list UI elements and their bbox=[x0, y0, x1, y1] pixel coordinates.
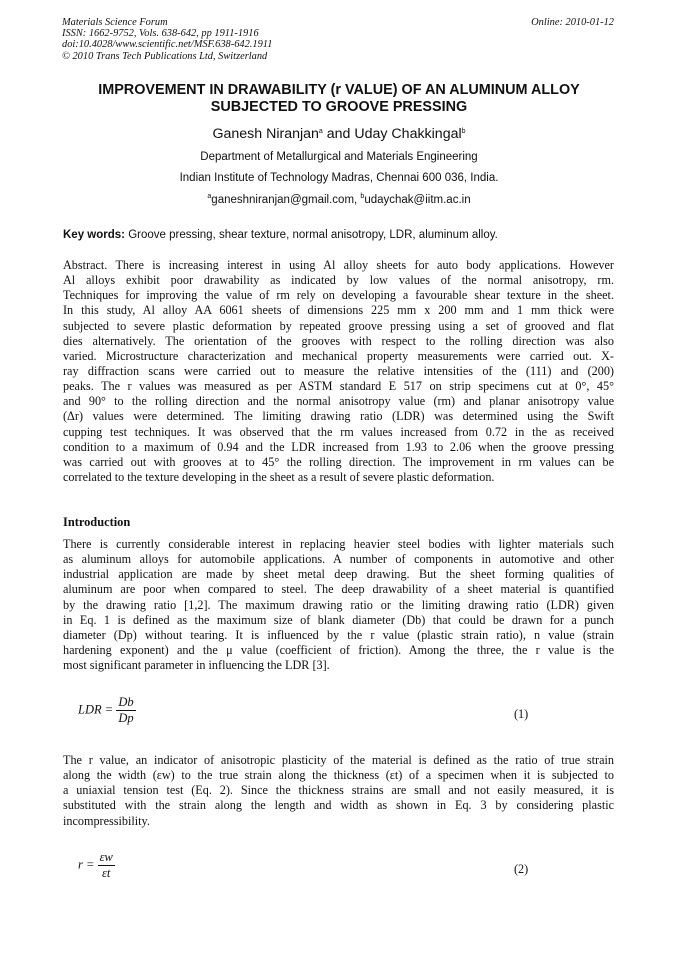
abstract-line: correlated to the texture developing in the sheet as a result of severe plastic deformation. bbox=[63, 469, 495, 484]
abstract-line: was carried out with grooves at to 45° the rolling direction. The improvement in rm values can be bbox=[63, 454, 614, 469]
eq2-fraction bbox=[98, 850, 115, 881]
eq2-numerator: εw bbox=[99, 850, 113, 864]
journal-name: Materials Science Forum bbox=[62, 17, 168, 28]
abstract-line: and 90° to the rolling direction and the normal anisotropy value (rm) and planar anisotropy value bbox=[63, 394, 614, 409]
email-b: udaychak@iitm.ac.in bbox=[364, 194, 471, 206]
eq1-denominator: Dp bbox=[118, 711, 134, 725]
equation-number: (2) bbox=[514, 862, 529, 876]
affiliation-dept: Department of Metallurgical and Materials Engineering bbox=[200, 151, 478, 163]
intro-line: industrial application are made by sheet metal deep drawing. But the sheet forming qualities of bbox=[63, 567, 614, 582]
author-name: Uday Chakkingal bbox=[354, 126, 462, 142]
section-heading: Introduction bbox=[63, 515, 131, 529]
intro-line: in Eq. 1 is defined as the maximum size of blank diameter (Db) that could be drawn for a punch bbox=[63, 612, 614, 627]
author-separator: and bbox=[322, 126, 355, 142]
rvalue-line: The r value, an indicator of anisotropic plasticity of the material is defined as the ratio of true strain bbox=[63, 753, 614, 767]
equation-number: (1) bbox=[514, 707, 529, 721]
abstract-line: ray diffraction scans were carried out to measure the relative intensities of the (111) and (200) bbox=[63, 363, 614, 378]
abstract bbox=[63, 258, 614, 485]
abstract-line: varied. Microstructure characterization and mechanical property measurements were carried out. X- bbox=[63, 348, 614, 363]
abstract-line: dies alternatively. The orientation of the grooves with respect to the rolling direction was also bbox=[63, 333, 614, 348]
intro-line: There is currently considerable interest in replacing heavier steel bodies with lighter materials such bbox=[63, 537, 614, 551]
author-mark: b bbox=[461, 128, 466, 135]
rvalue-paragraph bbox=[63, 753, 614, 829]
intro-line: most significant parameter in influencing the LDR [3]. bbox=[63, 658, 330, 673]
journal-header bbox=[62, 17, 272, 62]
intro-line: diameter (Dp) without tearing. It is influenced by the r value (plastic strain ratio), n value (strain bbox=[63, 627, 614, 642]
email-a: ganeshniranjan@gmail.com, bbox=[211, 194, 361, 206]
abstract-line: Abstract. There is increasing interest in using Al alloy sheets for auto body applications. However bbox=[63, 258, 614, 272]
abstract-line: In this study, Al alloy AA 6061 sheets of dimensions 225 mm x 200 mm and 1 mm thick were bbox=[63, 303, 614, 318]
equation-1 bbox=[78, 695, 136, 726]
title-line: IMPROVEMENT IN DRAWABILITY (r VALUE) OF AN ALUMINUM ALLOY bbox=[98, 82, 580, 98]
intro-line: as aluminum alloys for automobile applications. A number of components in automotive and other bbox=[63, 552, 614, 567]
abstract-line: subjected to severe plastic deformation by repeated groove pressing using a set of grooved and flat bbox=[63, 318, 614, 333]
author-name: Ganesh Niranjan bbox=[212, 126, 319, 142]
title-line: SUBJECTED TO GROOVE PRESSING bbox=[210, 99, 468, 115]
rvalue-line: incompressibility. bbox=[63, 813, 150, 828]
intro-line: hardening exponent) and the μ value (coefficient of friction). Among the three, the r value is the bbox=[63, 642, 614, 657]
intro-line: aluminum are poor when compared to steel. The deep drawability of a sheet material is quantified bbox=[63, 582, 614, 597]
paper-title bbox=[40, 82, 638, 116]
online-date: Online: 2010-01-12 bbox=[531, 17, 614, 28]
keywords-text: Groove pressing, shear texture, normal anisotropy, LDR, aluminum alloy. bbox=[125, 229, 498, 241]
keywords bbox=[63, 229, 498, 241]
intro-paragraph bbox=[63, 537, 614, 673]
doi-line: doi:10.4028/www.scientific.net/MSF.638-642.1911 bbox=[62, 39, 273, 51]
eq1-fraction bbox=[116, 695, 135, 726]
email-mark: a bbox=[207, 193, 212, 200]
eq2-lhs: r = bbox=[78, 857, 95, 872]
abstract-line: peaks. The r values was measured as per ASTM standard E 517 on strip specimens cut at 0°, 45° bbox=[63, 379, 614, 394]
author-line bbox=[0, 126, 678, 142]
abstract-line: Techniques for improving the value of rm rely on developing a favourable shear texture in the sheet. bbox=[63, 288, 614, 303]
equation-2 bbox=[78, 850, 115, 881]
issn-line: ISSN: 1662-9752, Vols. 638-642, pp 1911-1916 bbox=[62, 28, 259, 40]
intro-line: by the drawing ratio [1,2]. The maximum drawing ratio or the limiting drawing ratio (LDR) given bbox=[63, 597, 614, 612]
affiliation-institute: Indian Institute of Technology Madras, Chennai 600 036, India. bbox=[179, 172, 499, 184]
rvalue-line: a uniaxial tension test (Eq. 2). Since the thickness strains are small and not easily measured, it is bbox=[63, 783, 614, 798]
abstract-line: Al alloys exhibit poor drawability as indicated by low values of the normal anisotropy, rm. bbox=[63, 273, 614, 288]
abstract-line: (Δr) values were determined. The limiting drawing ratio (LDR) was determined using the Swift bbox=[63, 409, 614, 424]
abstract-line: condition to a maximum of 0.94 and the LDR increased from 1.93 to 2.06 when the groove pressing bbox=[63, 439, 614, 454]
author-mark: a bbox=[318, 128, 323, 135]
eq1-numerator: Db bbox=[118, 695, 134, 709]
rvalue-line: substituted with the strain along the length and width as shown in Eq. 3 by considering plastic bbox=[63, 798, 614, 813]
copyright-line: © 2010 Trans Tech Publications Ltd, Switzerland bbox=[62, 50, 268, 62]
eq2-denominator: εt bbox=[101, 866, 111, 880]
eq1-lhs: LDR = bbox=[78, 702, 114, 717]
keywords-label: Key words: bbox=[63, 229, 125, 241]
email-mark: b bbox=[360, 193, 365, 200]
email-line bbox=[0, 194, 678, 206]
rvalue-line: along the width (εw) to the true strain along the thickness (εt) of a specimen when it is subjected to bbox=[63, 768, 614, 783]
abstract-line: cupping test techniques. It was observed that the rm values increased from 0.72 in the as received bbox=[63, 424, 614, 439]
